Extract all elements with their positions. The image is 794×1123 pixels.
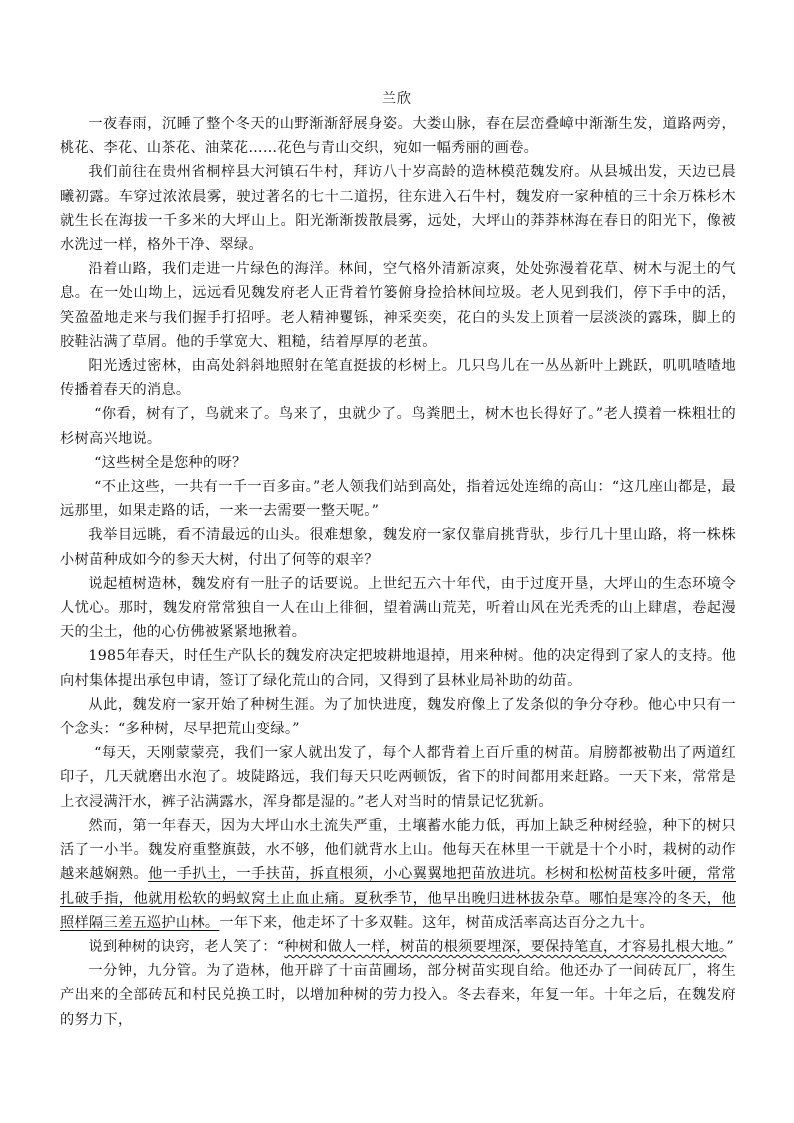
underlined-sentence: 他一手扒土，一手扶苗，拆直根须，小心翼翼地把苗放进坑。杉树和松树苗枝多叶硬，常常扎破手指，他就用松软的蚂蚁窝土止血止痛。夏秋季节，他早出晚归进林拔杂草。哪怕是寒冷的冬天，他照样隔三差五巡护山林。	[60, 866, 736, 931]
paragraph: 阳光透过密林，由高处斜斜地照射在笔直挺拔的杉树上。几只鸟儿在一丛丛新叶上跳跃，叽叽喳喳地传播着春天的消息。	[60, 358, 736, 399]
paragraph: “每天，天刚蒙蒙亮，我们一家人就出发了，每个人都背着上百斤重的树苗。肩膀都被勒出了两道红印子，几天就磨出水泡了。坡陡路远，我们每天只吃两顿饭，省下的时间都用来赶路。一天下来，常常是上衣浸满汗水，裤子沾满露水，浑身都是湿的。”老人对当时的情景记忆犹新。	[60, 745, 736, 810]
paragraph: 我举目远眺，看不清最远的山头。很难想象，魏发府一家仅靠肩挑背驮，步行几十里山路，将一株株小树苗种成如今的参天大树，付出了何等的艰辛？	[60, 527, 736, 568]
paragraph	[60, 935, 736, 959]
paragraph: 一夜春雨，沉睡了整个冬天的山野渐渐舒展身姿。大娄山脉，春在层峦叠嶂中渐渐生发，道路两旁，桃花、李花、山茶花、油菜花……花色与青山交织，宛如一幅秀丽的画卷。	[60, 116, 736, 157]
paragraph: 1985年春天，时任生产队长的魏发府决定把坡耕地退掉，用来种树。他的决定得到了家人的支持。他向村集体提出承包申请，签订了绿化荒山的合同，又得到了县林业局补助的幼苗。	[60, 648, 736, 689]
paragraph: “这些树全是您种的呀？	[94, 454, 247, 471]
article-title: 兰欣	[382, 91, 412, 107]
paragraph-text: 一年下来，他走坏了十多双鞋。这年，树苗成活率高达百分之九十。	[219, 914, 655, 931]
paragraph: “不止这些，一共有一千一百多亩。”老人领我们站到高处，指着远处连绵的高山：“这几座山都是，最远那里，如果走路的话，一来一去需要一整天呢。”	[60, 479, 736, 520]
wavy-underlined-sentence: 种树和做人一样，树苗的根须要埋深，要保持笔直，才容易扎根大地。	[284, 938, 727, 955]
paragraph: 说起植树造林，魏发府有一肚子的话要说。上世纪五六十年代，由于过度开垦，大坪山的生态环境令人忧心。那时，魏发府常常独自一人在山上徘徊，望着满山荒芜，听着山风在光秃秃的山上肆虐，卷起漫天的尘土，他的心仿佛被紧紧地揪着。	[60, 575, 736, 641]
paragraph: 一分钟，九分管。为了造林，他开辟了十亩苗圃场，部分树苗实现自给。他还办了一间砖瓦厂，将生产出来的全部砖瓦和村民兑换工时，以增加种树的劳力投入。冬去春来，年复一年。十年之后，在魏发府的努力下，	[60, 963, 736, 1028]
paragraph: 沿着山路，我们走进一片绿色的海洋。林间，空气格外清新凉爽，处处弥漫着花草、树木与泥土的气息。在一处山坳上，远远看见魏发府老人正背着竹篓俯身捡拾林间垃圾。老人见到我们，停下手中的活，笑盈盈地走来与我们握手打招呼。老人精神矍铄，神采奕奕，花白的头发上顶着一层淡淡的露珠，脚上的胶鞋沾满了草屑。他的手掌宽大、粗糙，结着厚厚的老茧。	[60, 261, 736, 350]
paragraph: 从此，魏发府一家开始了种树生涯。为了加快进度，魏发府像上了发条似的争分夺秒。他心中只有一个念头：“多种树，尽早把荒山变绿。”	[60, 696, 736, 738]
paragraph-text: ”	[726, 938, 734, 955]
article-body	[60, 112, 736, 1032]
paragraph-text: 然而，第一年春天，因为大坪山水土流失严重，土壤蓄水能力低，再加上缺乏种树经验，种下的树只活了一小半。魏发府重整旗鼓，水不够，他们就背水上山。他每天在林里一干就是十个小时，栽树的动作越来越娴熟。	[60, 817, 736, 883]
paragraph-text: 说到种树的诀窍，老人笑了：“	[88, 938, 285, 955]
paragraph	[60, 814, 736, 935]
paragraph: “你看，树有了，鸟就来了。鸟来了，虫就少了。鸟粪肥土，树木也长得好了。”老人摸着一株粗壮的杉树高兴地说。	[60, 406, 736, 447]
paragraph: 我们前往在贵州省桐梓县大河镇石牛村，拜访八十岁高龄的造林模范魏发府。从县城出发，天边已晨曦初露。车穿过浓浓晨雾，驶过著名的七十二道拐，往东进入石牛村，魏发府一家种植的三十余万株杉木就生长在海拔一千多米的大坪山上。阳光渐渐拨散晨雾，远处，大坪山的莽莽林海在春日的阳光下，像被水洗过一样，格外干净、翠绿。	[60, 164, 736, 254]
